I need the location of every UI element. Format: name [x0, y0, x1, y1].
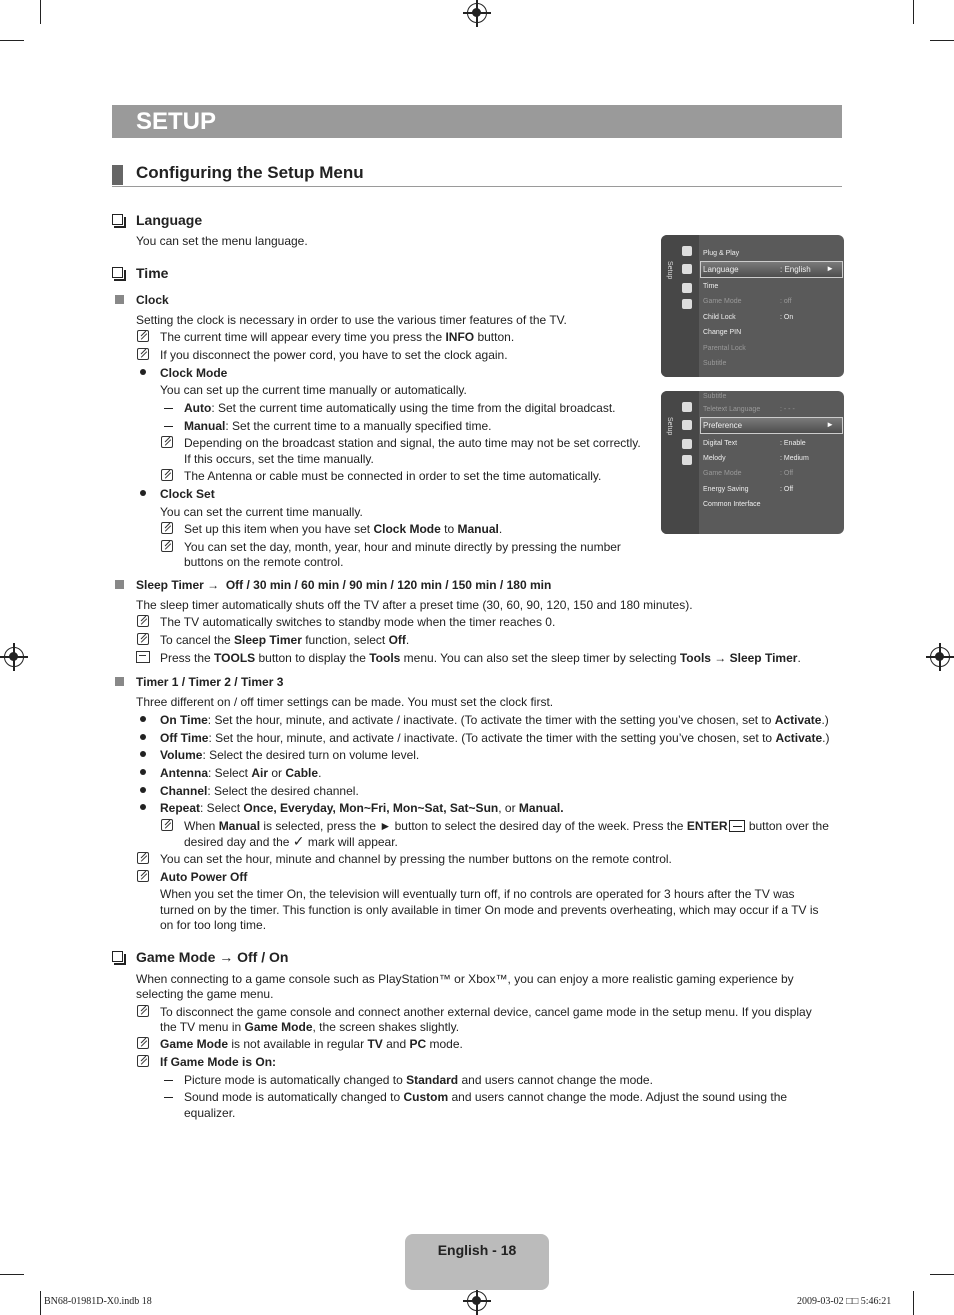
picture-icon: [682, 402, 692, 412]
support-icon: [682, 299, 692, 309]
timer-heading: Timer 1 / Timer 2 / Timer 3: [136, 675, 284, 689]
registration-mark-icon: [4, 647, 24, 667]
square-bullet-icon: [115, 580, 124, 589]
game-note2: Game Mode is not available in regular TV and PC mode.: [160, 1037, 463, 1051]
osd-item-value: : Off: [780, 470, 794, 477]
note-icon: [161, 819, 173, 831]
note-icon: [137, 852, 149, 864]
crop-mark: [913, 0, 914, 24]
clock-mode-desc: You can set up the current time manually or automatically.: [160, 383, 467, 397]
crop-mark: [40, 0, 41, 24]
checkbox-icon: [112, 214, 123, 225]
timer-off-time: Off Time: Set the hour, minute, and activate / inactivate. (To activate the timer with the setting you’ve chosen, set to Activate.): [160, 731, 830, 745]
note-icon: [161, 522, 173, 534]
square-bullet-icon: [115, 677, 124, 686]
timer-hm-note: You can set the hour, minute and channel by pressing the number buttons on the remote control.: [160, 852, 672, 866]
timer-antenna: Antenna: Select Air or Cable.: [160, 766, 322, 780]
crop-mark: [0, 40, 24, 41]
language-heading: Language: [136, 212, 203, 228]
clock-mode-manual: Manual: Set the current time to a manually specified time.: [184, 419, 492, 433]
check-mark-icon: ✓: [292, 833, 305, 849]
checkbox-icon: [112, 267, 123, 278]
osd-item-value: : - - -: [780, 406, 795, 413]
osd-arrow-icon: ►: [826, 420, 834, 429]
sleep-heading: Sleep Timer → Off / 30 min / 60 min / 90 min / 120 min / 150 min / 180 min: [136, 578, 552, 592]
time-heading: Time: [136, 265, 169, 281]
game-picture-mode: Picture mode is automatically changed to Standard and users cannot change the mode.: [184, 1073, 653, 1087]
game-note3: If Game Mode is On:: [160, 1055, 277, 1069]
dash-icon: [164, 408, 173, 409]
print-file-info: BN68-01981D-X0.indb 18: [44, 1296, 152, 1307]
note-icon: [137, 1005, 149, 1017]
language-desc: You can set the menu language.: [136, 234, 308, 248]
game-desc1: When connecting to a game console such as PlayStation™ or Xbox™, you can enjoy a more realistic gaming experience by: [136, 972, 794, 986]
osd-sidebar: [661, 391, 699, 534]
clock-desc: Setting the clock is necessary in order to use the various timer features of the TV.: [136, 313, 567, 327]
clock-note-info: The current time will appear every time you press the INFO button.: [160, 330, 515, 344]
crop-mark: [930, 1274, 954, 1275]
osd-item-selected: Language: [703, 265, 739, 274]
clock-mode-note1b: If this occurs, set the time manually.: [184, 452, 374, 466]
setup-gear-icon: [682, 420, 692, 430]
osd-item: Subtitle: [703, 393, 727, 400]
section-header: [112, 163, 842, 187]
clock-mode-heading: Clock Mode: [160, 366, 228, 380]
sleep-tools: Press the TOOLS button to display the Tools menu. You can also set the sleep timer by selecting Tools → Sleep Timer.: [160, 651, 801, 665]
osd-item-value: : On: [780, 314, 794, 321]
registration-mark-icon: [467, 3, 487, 23]
clock-mode-note2: The Antenna or cable must be connected in order to set the time automatically.: [184, 469, 602, 483]
clock-set-note2a: You can set the day, month, year, hour and minute directly by pressing the number: [184, 540, 621, 554]
osd-item-value: : off: [780, 298, 792, 305]
bullet-icon: [140, 716, 146, 722]
bullet-icon: [140, 804, 146, 810]
auto-power-off-2: turned on by the timer. This function is only available in timer On mode and prevents overheating, which may occur if a TV is: [160, 903, 819, 917]
osd-item: Teletext Language: [703, 406, 761, 413]
osd-item: Game Mode: [703, 470, 742, 477]
timer-channel: Channel: Select the desired channel.: [160, 784, 359, 798]
crop-mark: [930, 40, 954, 41]
registration-mark-icon: [467, 1291, 487, 1311]
clock-heading: Clock: [136, 293, 169, 307]
auto-power-off-3: on for too long time.: [160, 918, 267, 932]
registration-mark-icon: [930, 647, 950, 667]
osd-side-label: Setup: [666, 261, 673, 280]
tools-icon: [136, 651, 150, 663]
osd-item: Plug & Play: [703, 250, 740, 257]
print-timestamp: 2009-03-02 □□ 5:46:21: [797, 1296, 892, 1307]
game-desc2: selecting the game menu.: [136, 987, 274, 1001]
clock-set-heading: Clock Set: [160, 487, 215, 501]
game-note1b: the TV menu in Game Mode, the screen shakes slightly.: [160, 1020, 460, 1034]
osd-item-value: : Medium: [780, 455, 809, 462]
page-number: English - 18: [437, 1242, 517, 1258]
osd-item: Change PIN: [703, 329, 742, 336]
note-icon: [137, 870, 149, 882]
note-icon: [137, 348, 149, 360]
game-heading: Game Mode → Off / On: [136, 949, 289, 965]
dash-icon: [164, 1080, 173, 1081]
clock-mode-auto: Auto: Set the current time automatically using the time from the digital broadcast.: [184, 401, 616, 415]
osd-item: Parental Lock: [703, 345, 746, 352]
bullet-icon: [140, 751, 146, 757]
osd-side-label: Setup: [666, 417, 673, 436]
clock-set-desc: You can set the current time manually.: [160, 505, 363, 519]
bullet-icon: [140, 734, 146, 740]
osd-item: Child Lock: [703, 314, 736, 321]
crop-mark: [0, 1274, 24, 1275]
input-icon: [682, 439, 692, 449]
section-marker: [112, 165, 123, 185]
chapter-header: [112, 105, 842, 138]
note-icon: [137, 615, 149, 627]
setup-gear-icon: [682, 264, 692, 274]
note-icon: [161, 436, 173, 448]
note-icon: [161, 540, 173, 552]
osd-item: Time: [703, 283, 719, 290]
sleep-note2: To cancel the Sleep Timer function, select Off.: [160, 633, 410, 647]
clock-set-note2b: buttons on the remote control.: [184, 555, 344, 569]
clock-note-power: If you disconnect the power cord, you have to set the clock again.: [160, 348, 508, 362]
input-icon: [682, 283, 692, 293]
auto-power-off-heading: Auto Power Off: [160, 870, 248, 884]
timer-manual-note: When Manual is selected, press the ► button to select the desired day of the week. Press the ENTER button over the: [184, 819, 829, 833]
note-icon: [137, 633, 149, 645]
bullet-icon: [140, 369, 146, 375]
game-note1a: To disconnect the game console and connect another external device, cancel game mode in the setup menu. If you display: [160, 1005, 812, 1019]
note-icon: [137, 1055, 149, 1067]
osd-item-value: : English: [780, 265, 811, 274]
clock-set-note1: Set up this item when you have set Clock Mode to Manual.: [184, 522, 503, 536]
dash-icon: [164, 1097, 173, 1098]
page-number-tab: [405, 1234, 549, 1290]
crop-mark: [40, 1291, 41, 1315]
crop-mark: [913, 1291, 914, 1315]
timer-repeat: Repeat: Select Once, Everyday, Mon~Fri, Mon~Sat, Sat~Sun, or Manual.: [160, 801, 564, 815]
sleep-desc: The sleep timer automatically shuts off the TV after a preset time (30, 60, 90, 120, 150 and 180 minutes).: [136, 598, 693, 612]
bullet-icon: [140, 769, 146, 775]
sleep-note1: The TV automatically switches to standby mode when the timer reaches 0.: [160, 615, 556, 629]
note-icon: [137, 1037, 149, 1049]
game-sound-mode: Sound mode is automatically changed to Custom and users cannot change the mode. Adjust the sound using the: [184, 1090, 788, 1104]
osd-item-selected: Preference: [703, 421, 743, 430]
game-sound-mode-2: equalizer.: [184, 1106, 236, 1120]
osd-item: Common Interface: [703, 501, 761, 508]
picture-icon: [682, 246, 692, 256]
bullet-icon: [140, 490, 146, 496]
osd-item: Energy Saving: [703, 486, 749, 493]
timer-volume: Volume: Select the desired turn on volume level.: [160, 748, 420, 762]
osd-item-value: : Off: [780, 486, 794, 493]
osd-item: Digital Text: [703, 440, 738, 447]
section-title: Configuring the Setup Menu: [136, 163, 364, 182]
osd-sidebar: [661, 235, 699, 377]
note-icon: [161, 469, 173, 481]
checkbox-icon: [112, 951, 123, 962]
osd-arrow-icon: ►: [826, 264, 834, 273]
square-bullet-icon: [115, 295, 124, 304]
dash-icon: [164, 426, 173, 427]
clock-mode-note1a: Depending on the broadcast station and signal, the auto time may not be set correctly.: [184, 436, 641, 450]
osd-setup-menu-2: [661, 391, 844, 534]
chapter-title: SETUP: [136, 108, 217, 135]
osd-setup-menu-1: [661, 235, 844, 377]
osd-item: Subtitle: [703, 360, 727, 367]
bullet-icon: [140, 787, 146, 793]
enter-icon: [729, 820, 745, 832]
support-icon: [682, 455, 692, 465]
osd-item: Melody: [703, 455, 726, 462]
osd-item: Game Mode: [703, 298, 742, 305]
timer-on-time: On Time: Set the hour, minute, and activate / inactivate. (To activate the timer with the setting you’ve chosen, set to Activate.): [160, 713, 829, 727]
note-icon: [137, 330, 149, 342]
auto-power-off-1: When you set the timer On, the television will eventually turn off, if no controls are operated for 3 hours after the TV was: [160, 887, 795, 901]
timer-desc: Three different on / off timer settings can be made. You must set the clock first.: [136, 695, 554, 709]
osd-item-value: : Enable: [780, 440, 806, 447]
timer-manual-note-2: desired day and the ✓ mark will appear.: [184, 833, 398, 849]
